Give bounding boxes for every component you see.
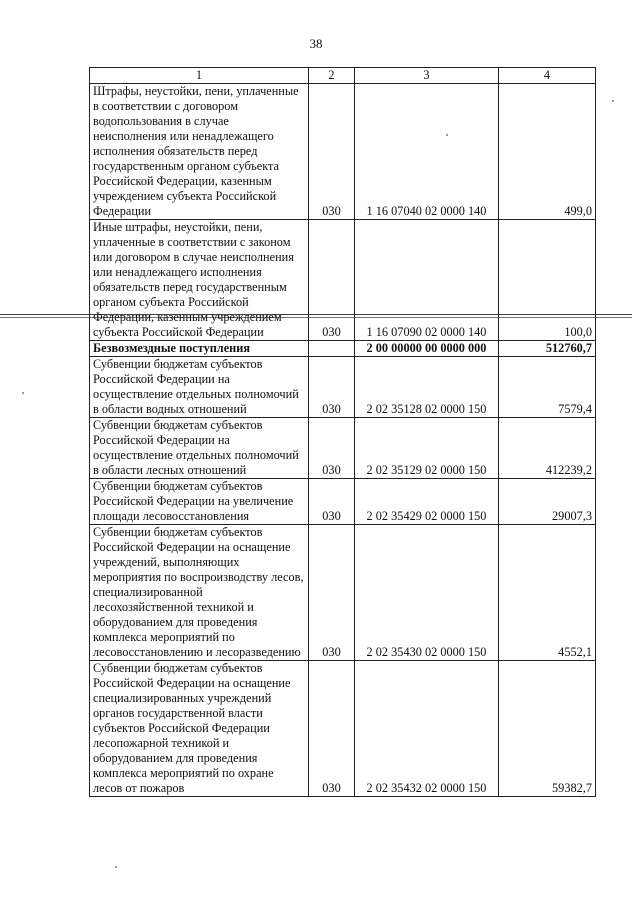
row-admin-code-cell: 030 — [309, 357, 355, 418]
table-row — [90, 84, 596, 220]
scan-speck — [115, 866, 117, 868]
row-amount-cell: 512760,7 — [499, 341, 596, 357]
page-number: 38 — [309, 36, 323, 51]
row-kbk-cell: 2 02 35429 02 0000 150 — [355, 479, 499, 525]
row-admin-code-cell: 030 — [309, 220, 355, 341]
row-admin-code-cell — [309, 341, 355, 357]
row-name-cell: Субвенции бюджетам субъектов Российской Федерации на осуществление отдельных полномочий в области лесных отношений — [90, 418, 309, 479]
table-row — [90, 661, 596, 797]
row-kbk-cell: 2 02 35430 02 0000 150 — [355, 525, 499, 661]
table-body — [90, 84, 596, 797]
row-name-cell: Иные штрафы, неустойки, пени, уплаченные в соответствии с законом или договором в случае неисполнения или ненадлежащего исполнения обязательств перед государственным органом субъекта Российской Федерации, казенным учреждением субъекта Российской Федерации — [90, 220, 309, 341]
row-amount-cell: 59382,7 — [499, 661, 596, 797]
row-name-cell: Субвенции бюджетам субъектов Российской Федерации на оснащение учреждений, выполняющих мероприятия по воспроизводству лесов, специализированной лесохозяйственной техникой и оборудованием для проведения комплекса мероприятий по лесовосстановлению и лесоразведению — [90, 525, 309, 661]
table-row — [90, 418, 596, 479]
column-header-admin-code: 2 — [309, 68, 355, 84]
row-kbk-cell: 1 16 07090 02 0000 140 — [355, 220, 499, 341]
budget-revenue-table — [89, 67, 596, 797]
row-name-cell: Субвенции бюджетам субъектов Российской Федерации на оснащение специализированных учреждений органов государственной власти субъектов Российской Федерации лесопожарной техникой и оборудованием для проведения комплекса мероприятий по охране лесов от пожаров — [90, 661, 309, 797]
row-admin-code-cell: 030 — [309, 525, 355, 661]
table-header-row — [90, 68, 596, 84]
column-header-amount: 4 — [499, 68, 596, 84]
row-amount-cell: 499,0 — [499, 84, 596, 220]
column-header-name: 1 — [90, 68, 309, 84]
table-row — [90, 525, 596, 661]
row-name-cell: Субвенции бюджетам субъектов Российской Федерации на осуществление отдельных полномочий в области водных отношений — [90, 357, 309, 418]
row-kbk-cell: 2 02 35128 02 0000 150 — [355, 357, 499, 418]
row-admin-code-cell: 030 — [309, 84, 355, 220]
row-amount-cell: 412239,2 — [499, 418, 596, 479]
row-name-cell: Субвенции бюджетам субъектов Российской Федерации на увеличение площади лесовосстановления — [90, 479, 309, 525]
scan-speck — [612, 100, 614, 102]
row-admin-code-cell: 030 — [309, 479, 355, 525]
table-row — [90, 220, 596, 341]
scan-speck — [22, 392, 24, 394]
table-row — [90, 341, 596, 357]
table-row — [90, 357, 596, 418]
row-admin-code-cell: 030 — [309, 418, 355, 479]
row-amount-cell: 29007,3 — [499, 479, 596, 525]
table-row — [90, 479, 596, 525]
row-amount-cell: 7579,4 — [499, 357, 596, 418]
row-kbk-cell: 2 02 35129 02 0000 150 — [355, 418, 499, 479]
row-kbk-cell: 2 02 35432 02 0000 150 — [355, 661, 499, 797]
row-name-cell: Штрафы, неустойки, пени, уплаченные в соответствии с договором водопользования в случае неисполнения или ненадлежащего исполнения обязательств перед государственным органом субъекта Российской Федерации, казенным учреждением субъекта Российской Федерации — [90, 84, 309, 220]
row-amount-cell: 100,0 — [499, 220, 596, 341]
row-kbk-cell: 2 00 00000 00 0000 000 — [355, 341, 499, 357]
row-name-cell: Безвозмездные поступления — [90, 341, 309, 357]
column-header-kbk: 3 — [355, 68, 499, 84]
row-amount-cell: 4552,1 — [499, 525, 596, 661]
row-kbk-cell: 1 16 07040 02 0000 140 — [355, 84, 499, 220]
row-admin-code-cell: 030 — [309, 661, 355, 797]
